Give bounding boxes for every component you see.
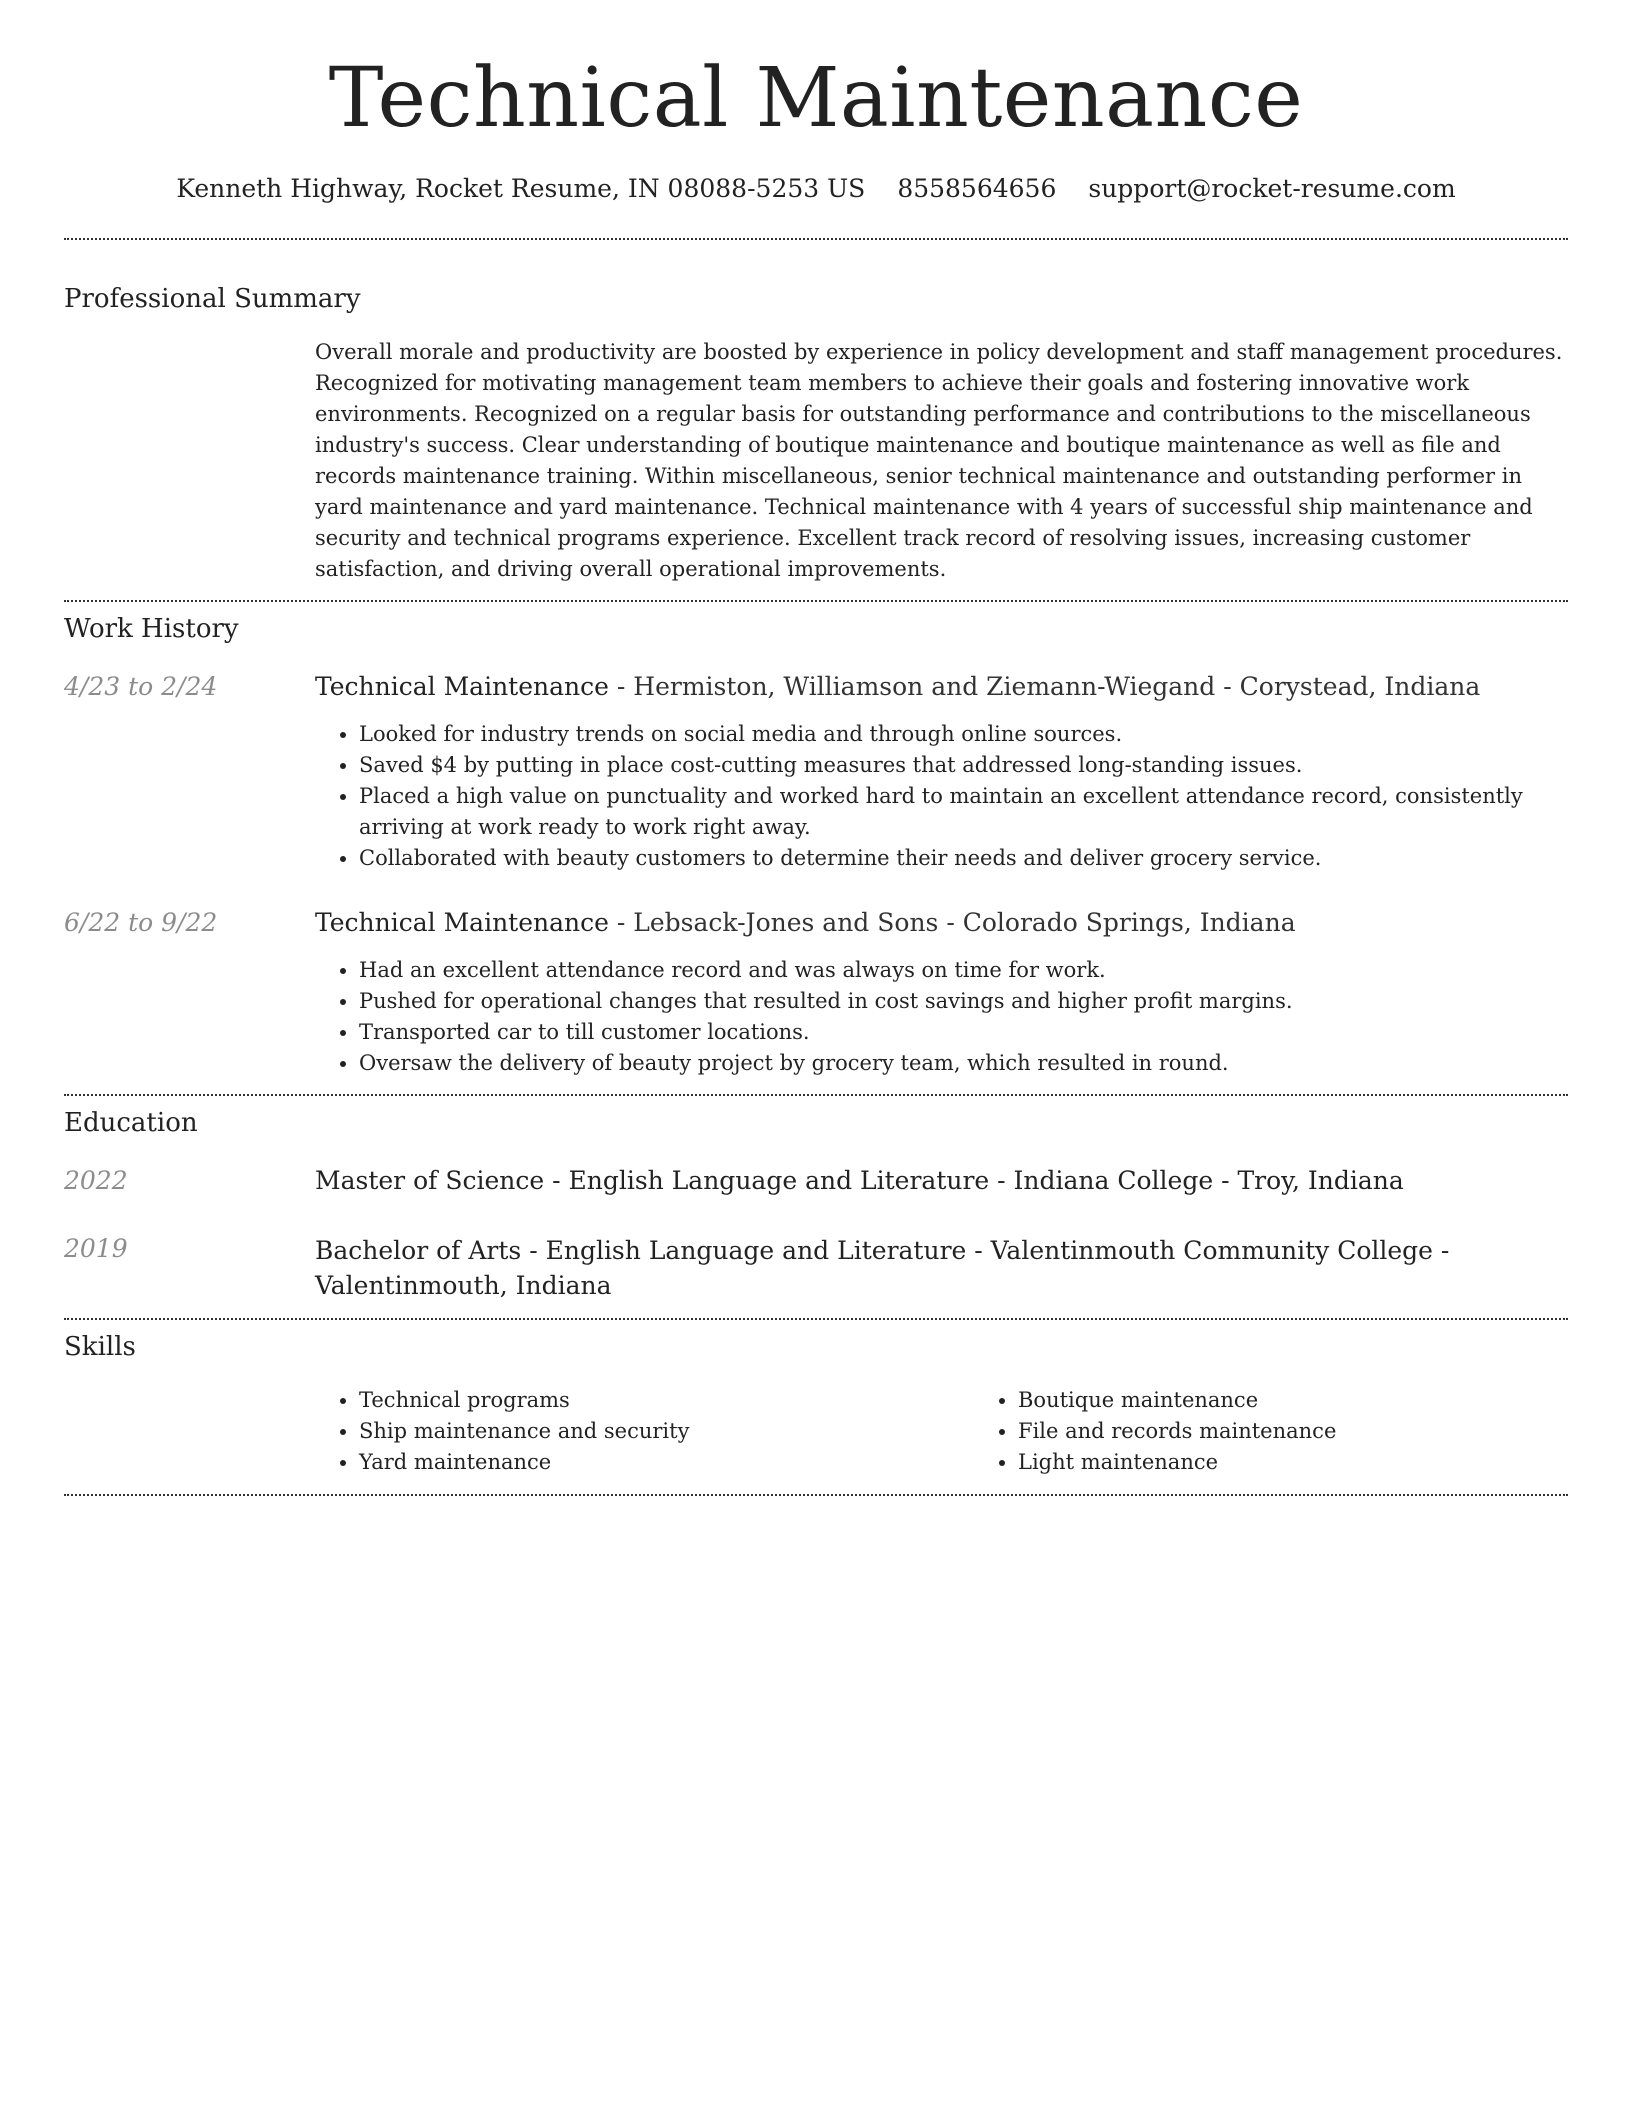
skill-item: • Yard maintenance: [359, 1447, 974, 1478]
skill-item: • Light maintenance: [1018, 1447, 1632, 1478]
summary-spacer: [64, 337, 315, 585]
job-company: Lebsack-Jones and Sons: [633, 908, 939, 937]
section-divider: [64, 1318, 1568, 1320]
education-heading: Education: [64, 1108, 198, 1138]
summary-text: Overall morale and productivity are boosted by experience in policy development and staff management procedures. Recognized for motivating management team members to achieve their goals and fostering innovative work environments. Recognized on a regular basis for outstanding performance and contributions to the miscellaneous industry's success. Clear understanding of boutique maintenance and boutique maintenance as well as file and records maintenance training. Within miscellaneous, senior technical maintenance and outstanding performer in yard maintenance and yard maintenance. Technical maintenance with 4 years of successful ship maintenance and security and technical programs experience. Excellent track record of resolving issues, increasing customer satisfaction, and driving overall operational improvements.: [315, 340, 1563, 581]
job-entry: [64, 671, 1568, 874]
title-separator: -: [608, 908, 634, 937]
skills-heading: Skills: [64, 1332, 136, 1362]
skill-item: • Technical programs: [359, 1385, 974, 1416]
skills-column-left: [315, 1385, 974, 1478]
education-entry: [64, 1233, 1568, 1303]
job-role: Technical Maintenance: [315, 672, 609, 701]
job-company: Hermiston, Williamson and Ziemann-Wiegand: [633, 672, 1216, 701]
contact-address: Kenneth Highway, Rocket Resume, IN 08088-5253 US: [176, 174, 866, 203]
job-bullet: • Oversaw the delivery of beauty project by grocery team, which resulted in round.: [359, 1048, 1568, 1079]
section-divider: [64, 1494, 1568, 1496]
title-separator: -: [608, 672, 634, 701]
work-history-section: [64, 613, 1568, 1079]
education-title: Master of Science - English Language and Literature - Indiana College - Troy, Indiana: [315, 1166, 1404, 1195]
section-divider: [64, 1094, 1568, 1096]
skills-column-right: [974, 1385, 1632, 1478]
section-divider: [64, 238, 1568, 240]
work-history-heading: Work History: [64, 614, 239, 644]
title-separator: -: [938, 908, 963, 937]
job-title: [315, 671, 1568, 703]
section-divider: [64, 600, 1568, 602]
job-entry: [64, 907, 1568, 1079]
skills-section: [64, 1331, 1568, 1478]
education-entry: [64, 1165, 1568, 1197]
job-bullet: • Pushed for operational changes that resulted in cost savings and higher profit margins.: [359, 986, 1568, 1017]
job-location: Colorado Springs, Indiana: [962, 908, 1296, 937]
skill-item: • Ship maintenance and security: [359, 1416, 974, 1447]
skill-item: • File and records maintenance: [1018, 1416, 1632, 1447]
summary-heading: Professional Summary: [64, 284, 361, 314]
job-role: Technical Maintenance: [315, 908, 609, 937]
job-dates: 6/22 to 9/22: [64, 908, 218, 937]
job-bullet: • Placed a high value on punctuality and worked hard to maintain an excellent attendance record, consistently arriving at work ready to work right away.: [359, 781, 1568, 843]
summary-section: [64, 283, 1568, 585]
job-bullets: [315, 955, 1568, 1079]
job-location: Corystead, Indiana: [1239, 672, 1481, 701]
job-bullet: • Transported car to till customer locations.: [359, 1017, 1568, 1048]
title-separator: -: [1215, 672, 1240, 701]
job-title: [315, 907, 1568, 939]
education-year: 2022: [64, 1166, 128, 1195]
job-bullet: • Looked for industry trends on social media and through online sources.: [359, 719, 1568, 750]
contact-info: [64, 174, 1568, 204]
education-year: 2019: [64, 1234, 128, 1263]
skill-item: • Boutique maintenance: [1018, 1385, 1632, 1416]
job-dates: 4/23 to 2/24: [64, 672, 218, 701]
contact-email: support@rocket-resume.com: [1088, 174, 1456, 203]
education-section: [64, 1107, 1568, 1303]
job-bullet: • Collaborated with beauty customers to determine their needs and deliver grocery service.: [359, 843, 1568, 874]
skills-spacer: [64, 1385, 315, 1478]
resume-name: Technical Maintenance: [328, 51, 1304, 146]
job-bullets: [315, 719, 1568, 874]
education-title: Bachelor of Arts - English Language and Literature - Valentinmouth Community College - Valentinmouth, Indiana: [315, 1236, 1450, 1300]
contact-phone: 8558564656: [897, 174, 1057, 203]
job-bullet: • Saved $4 by putting in place cost-cutting measures that addressed long-standing issues.: [359, 750, 1568, 781]
job-bullet: • Had an excellent attendance record and was always on time for work.: [359, 955, 1568, 986]
